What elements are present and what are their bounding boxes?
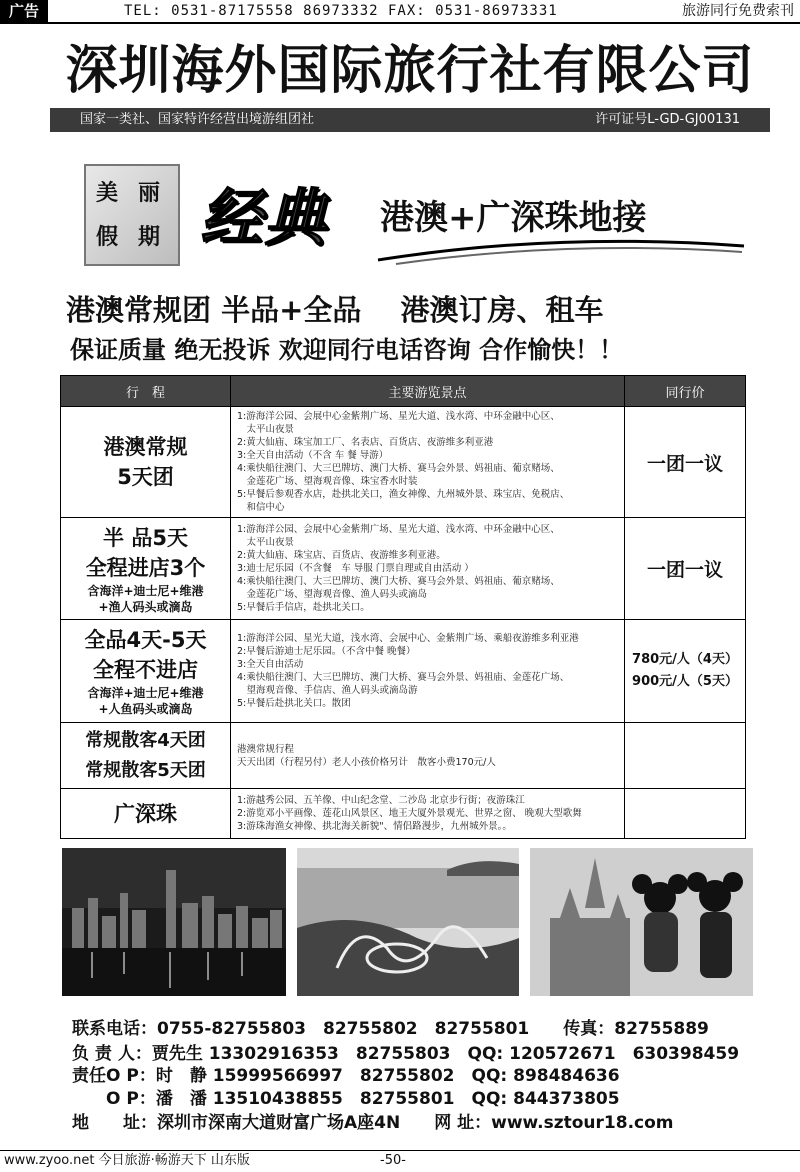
detail-line: 5:早餐后赴拱北关口。散团: [237, 698, 351, 709]
qualification-text: 国家一类社、国家特许经营出境游组团社: [80, 112, 315, 127]
license-number: 许可证号L-GD-GJ00131: [595, 112, 740, 127]
route-name: 全程不进店: [93, 658, 198, 682]
detail-line: 2:黄大仙庙、珠宝店、百货店、夜游维多利亚港。: [237, 550, 446, 561]
price-text: 一团一议: [646, 559, 723, 581]
route-name-cell: [61, 723, 231, 789]
detail-line: 太平山夜景: [237, 424, 295, 435]
detail-line: 3:游珠海渔女神像、拱北海关新貌"、情侣路漫步，九州城外景。。: [237, 821, 512, 832]
holiday-badge: [84, 164, 180, 266]
detail-line: 4:乘快船往澳门、大三巴牌坊、澳门大桥、赛马会外景、妈祖庙、葡京赌场、: [237, 576, 560, 587]
route-name: 5天团: [117, 465, 174, 489]
footer: [0, 1150, 800, 1172]
table-row: [61, 407, 746, 518]
detail-line: 5:早餐后手信店，赴拱北关口。: [237, 602, 370, 613]
detail-line: 2:黄大仙庙、珠宝加工厂、名表店、百货店、夜游维多利亚港: [237, 437, 494, 448]
attractions-cell: [231, 789, 625, 839]
detail-line: 1:游海洋公园、会展中心金紫荆广场、星光大道、浅水湾、中环金融中心区、: [237, 524, 560, 535]
ocean-park-coaster-photo: [297, 848, 519, 996]
contact-phone-line: 联系电话：0755-82755803 82755802 82755801 传真：82755889: [72, 1019, 709, 1039]
route-name-cell: [61, 407, 231, 518]
ad-label: 广告: [0, 0, 48, 22]
price-4day: 780元/人（4天）: [632, 652, 738, 667]
contact-op-line: O P：潘 潘 13510438855 82755801 QQ: 844373805: [72, 1089, 620, 1109]
hong-kong-night-skyline-photo: [62, 848, 286, 996]
top-bar: [0, 0, 800, 24]
itinerary-table: [60, 375, 746, 839]
table-row: [61, 789, 746, 839]
contact-op-line: 责任O P：时 静 15999566997 82755802 QQ: 898484636: [72, 1066, 620, 1086]
table-row: [61, 723, 746, 789]
badge-char: 假: [96, 225, 119, 250]
detail-line: 2:游览邓小平画像、莲花山风景区、地王大厦外景观光、世界之窗、 晚观大型歌舞: [237, 808, 582, 819]
route-includes: +渔人码头或滴岛: [98, 599, 193, 614]
disneyland-castle-photo: [530, 848, 753, 996]
route-name: 港澳常规: [103, 435, 188, 459]
detail-line: 1:游越秀公园、五羊像、中山纪念堂、二沙岛 北京步行街；夜游珠江: [237, 795, 525, 806]
table-row: [61, 620, 746, 723]
route-name-cell: [61, 518, 231, 620]
route-name: 全程进店3个: [85, 555, 206, 580]
badge-char: 美: [96, 181, 119, 206]
detail-line: 和信中心: [237, 502, 285, 513]
footer-site: www.zyoo.net 今日旅游·畅游天下 山东版: [4, 1153, 250, 1168]
route-name: 半 品5天: [103, 525, 188, 550]
header-price: 同行价: [625, 376, 746, 407]
qualification-band: [50, 108, 770, 132]
contact-manager-line: 负 责 人：贾先生 13302916353 82755803 QQ: 120572671 630398459: [72, 1044, 740, 1064]
detail-line: 港澳常规行程: [237, 743, 295, 755]
attractions-cell: [231, 620, 625, 723]
attractions-cell: [231, 723, 625, 789]
detail-line: 金莲花广场、望海观音像、珠宝香水时装: [237, 476, 418, 487]
attractions-cell: [231, 407, 625, 518]
route-name-cell: [61, 789, 231, 839]
detail-line: 望海观音像、手信店、渔人码头或滴岛游: [237, 685, 418, 696]
headline-services: 港澳常规团 半品+全品 港澳订房、租车: [66, 293, 604, 327]
headline-guarantee: 保证质量 绝无投诉 欢迎同行电话咨询 合作愉快！！: [70, 336, 624, 364]
detail-line: 3:全天自由活动（不含 车 餐 导游）: [237, 450, 389, 461]
route-includes: 含海洋+迪士尼+维港: [87, 583, 204, 598]
detail-line: 5:早餐后参观香水店，赴拱北关口，渔女神像、九州城外景、珠宝店、免税店、: [237, 489, 570, 500]
price-5day: 900元/人（5天）: [632, 674, 738, 689]
company-name: 深圳海外国际旅行社有限公司: [65, 40, 755, 101]
free-index-label: 旅游同行免费索刊: [682, 3, 794, 19]
price-text: 一团一议: [646, 452, 723, 475]
route-slogan: 港澳+广深珠地接: [380, 198, 647, 238]
price-cell: [625, 407, 746, 518]
route-includes: 含海洋+迪士尼+维港: [87, 686, 204, 700]
price-cell: [625, 723, 746, 789]
route-name: 广深珠: [114, 801, 177, 826]
detail-line: 3:迪士尼乐园（不含餐 车 导服 门票自理或自由活动 ）: [237, 563, 474, 574]
route-name-cell: [61, 620, 231, 723]
contact-address-line: 地 址：深圳市深南大道财富广场A座4N 网 址：www.sztour18.com: [72, 1113, 674, 1133]
route-name: 全品4天-5天: [84, 628, 207, 652]
detail-line: 2:早餐后游迪士尼乐园。（不含中餐 晚餐）: [237, 646, 416, 657]
attractions-cell: [231, 518, 625, 620]
detail-line: 4:乘快船往澳门、大三巴牌坊、澳门大桥、赛马会外景、妈祖庙、葡京赌场、: [237, 463, 560, 474]
detail-line: 1:游海洋公园、会展中心金紫荆广场、星光大道、浅水湾、中环金融中心区、: [237, 411, 560, 422]
detail-line: 天天出团（行程另付）老人小孩价格另计 散客小费170元/人: [237, 756, 496, 768]
header-attractions: 主要游览景点: [231, 376, 625, 407]
page-number: -50-: [380, 1153, 406, 1168]
swoosh-decoration: [376, 236, 746, 266]
route-name: 常规散客5天团: [85, 759, 206, 781]
price-cell: [625, 518, 746, 620]
route-name: 常规散客4天团: [85, 729, 206, 751]
detail-line: 3:全天自由活动: [237, 659, 304, 670]
table-row: [61, 518, 746, 620]
badge-char: 期: [138, 225, 161, 250]
detail-line: 1:游海洋公园、星光大道，浅水湾、会展中心、金紫荆广场、乘船夜游维多利亚港: [237, 633, 579, 644]
price-cell: [625, 620, 746, 723]
classic-title: 经典: [200, 181, 329, 254]
detail-line: 太平山夜景: [237, 537, 295, 548]
badge-char: 丽: [138, 181, 161, 206]
publisher-contact: TEL: 0531-87175558 86973332 FAX: 0531-86973331: [124, 3, 558, 19]
detail-line: 4:乘快船往澳门、大三巴牌坊、澳门大桥、赛马会外景、妈祖庙、金莲花广场、: [237, 672, 570, 683]
price-cell: [625, 789, 746, 839]
table-header-row: [61, 376, 746, 407]
header-route: 行 程: [61, 376, 231, 407]
route-includes: +人鱼码头或滴岛: [98, 702, 193, 716]
detail-line: 金莲花广场、望海观音像、渔人码头或滴岛: [237, 589, 428, 600]
